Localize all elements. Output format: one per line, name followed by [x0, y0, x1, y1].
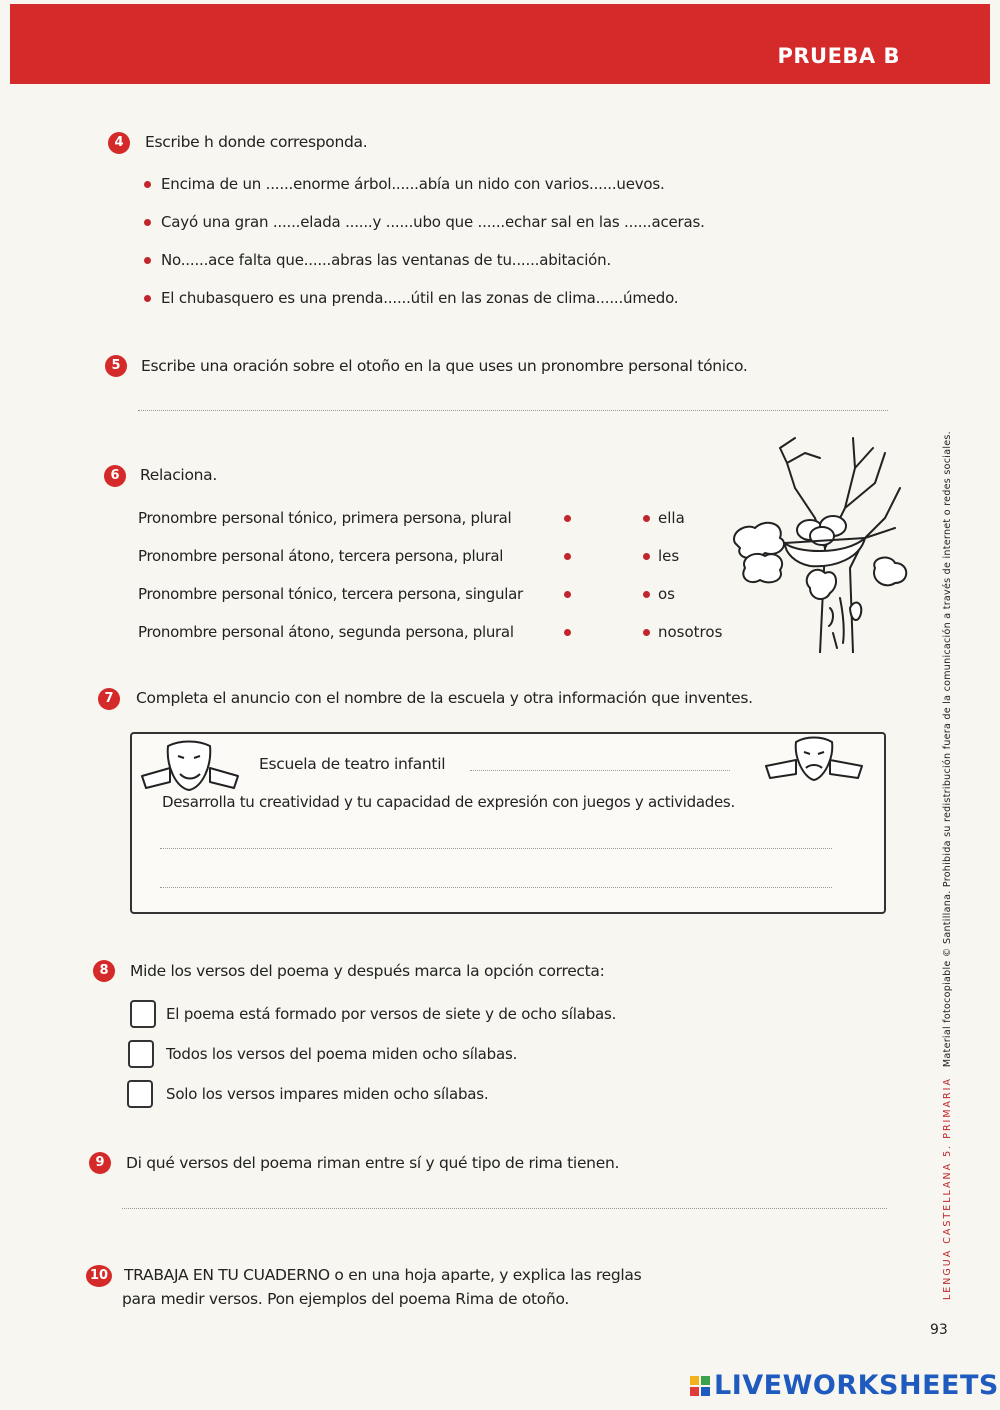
- question-number-6: 6: [104, 465, 126, 487]
- q7-instruction: Completa el anuncio con el nombre de la escuela y otra información que inventes.: [136, 689, 753, 707]
- q6-left-dot[interactable]: [564, 515, 571, 522]
- q6-right-dot[interactable]: [643, 515, 650, 522]
- question-number-4: 4: [108, 132, 130, 154]
- q6-right-item: les: [658, 547, 680, 565]
- q6-right-dot[interactable]: [643, 629, 650, 636]
- bullet-icon: [144, 181, 151, 188]
- question-number-10: 10: [86, 1265, 112, 1287]
- legal-notice: Material fotocopiable © Santillana. Prohibida su redistribución fuera de la comunicación a través de internet o redes sociales.: [942, 431, 953, 1068]
- logo-text: LIVEWORKSHEETS: [714, 1370, 999, 1401]
- bullet-icon: [144, 257, 151, 264]
- q6-instruction: Relaciona.: [140, 466, 217, 484]
- ad-title: Escuela de teatro infantil: [259, 755, 446, 773]
- q6-right-item: nosotros: [658, 623, 723, 641]
- tree-nest-illustration: [725, 428, 915, 653]
- q6-left-item: Pronombre personal átono, segunda persona, plural: [138, 623, 514, 641]
- page-title: PRUEBA B: [777, 44, 900, 68]
- side-footer-text: [942, 431, 953, 1300]
- q5-answer-line[interactable]: [138, 410, 888, 411]
- page-number: 93: [930, 1322, 948, 1338]
- q4-item-text[interactable]: No......ace falta que......abras las ventanas de tu......abitación.: [161, 251, 612, 269]
- liveworksheets-logo-icon: [690, 1376, 710, 1396]
- q10-instruction-line2: para medir versos. Pon ejemplos del poema Rima de otoño.: [122, 1290, 570, 1308]
- q8-option-label: Todos los versos del poema miden ocho sílabas.: [166, 1045, 518, 1063]
- q6-right-dot[interactable]: [643, 591, 650, 598]
- q4-item: [144, 175, 665, 193]
- theater-mask-icon: [764, 736, 864, 786]
- q4-item-text[interactable]: El chubasquero es una prenda......útil en las zonas de clima......úmedo.: [161, 289, 679, 307]
- q8-option-checkbox[interactable]: [127, 1080, 153, 1108]
- question-number-8: 8: [93, 960, 115, 982]
- q4-item-text[interactable]: Encima de un ......enorme árbol......abía un nido con varios......uevos.: [161, 175, 665, 193]
- q9-instruction: Di qué versos del poema riman entre sí y qué tipo de rima tienen.: [126, 1154, 620, 1172]
- q6-left-item: Pronombre personal átono, tercera persona, plural: [138, 547, 504, 565]
- q4-item-text[interactable]: Cayó una gran ......elada ......y ......ubo que ......echar sal en las ......aceras.: [161, 213, 705, 231]
- theater-mask-icon: [140, 738, 240, 798]
- ad-text: Desarrolla tu creatividad y tu capacidad de expresión con juegos y actividades.: [162, 793, 735, 811]
- question-number-5: 5: [105, 355, 127, 377]
- q9-answer-line[interactable]: [122, 1208, 887, 1209]
- q6-left-dot[interactable]: [564, 591, 571, 598]
- q8-option-checkbox[interactable]: [130, 1000, 156, 1028]
- q8-instruction: Mide los versos del poema y después marca la opción correcta:: [130, 962, 605, 980]
- q8-option-checkbox[interactable]: [128, 1040, 154, 1068]
- q6-right-item: os: [658, 585, 675, 603]
- q4-item: [144, 289, 678, 307]
- bullet-icon: [144, 295, 151, 302]
- q6-left-dot[interactable]: [564, 629, 571, 636]
- ad-name-line[interactable]: [470, 770, 730, 771]
- bullet-icon: [144, 219, 151, 226]
- q8-option-label: El poema está formado por versos de siete y de ocho sílabas.: [166, 1005, 617, 1023]
- q10-instruction-line1: TRABAJA EN TU CUADERNO o en una hoja aparte, y explica las reglas: [124, 1266, 642, 1284]
- q4-item: [144, 213, 705, 231]
- q4-instruction: Escribe h donde corresponda.: [145, 133, 368, 151]
- q5-instruction: Escribe una oración sobre el otoño en la que uses un pronombre personal tónico.: [141, 357, 748, 375]
- question-number-7: 7: [98, 688, 120, 710]
- ad-answer-line[interactable]: [160, 887, 832, 888]
- q6-right-item: ella: [658, 509, 685, 527]
- liveworksheets-logo[interactable]: [690, 1370, 999, 1401]
- q6-right-dot[interactable]: [643, 553, 650, 560]
- q4-item: [144, 251, 611, 269]
- question-number-9: 9: [89, 1152, 111, 1174]
- q6-left-item: Pronombre personal tónico, primera persona, plural: [138, 509, 512, 527]
- q8-option-label: Solo los versos impares miden ocho sílabas.: [166, 1085, 489, 1103]
- subject-label: LENGUA CASTELLANA 5. PRIMARIA: [942, 1077, 953, 1300]
- q6-left-item: Pronombre personal tónico, tercera persona, singular: [138, 585, 523, 603]
- q6-left-dot[interactable]: [564, 553, 571, 560]
- ad-answer-line[interactable]: [160, 848, 832, 849]
